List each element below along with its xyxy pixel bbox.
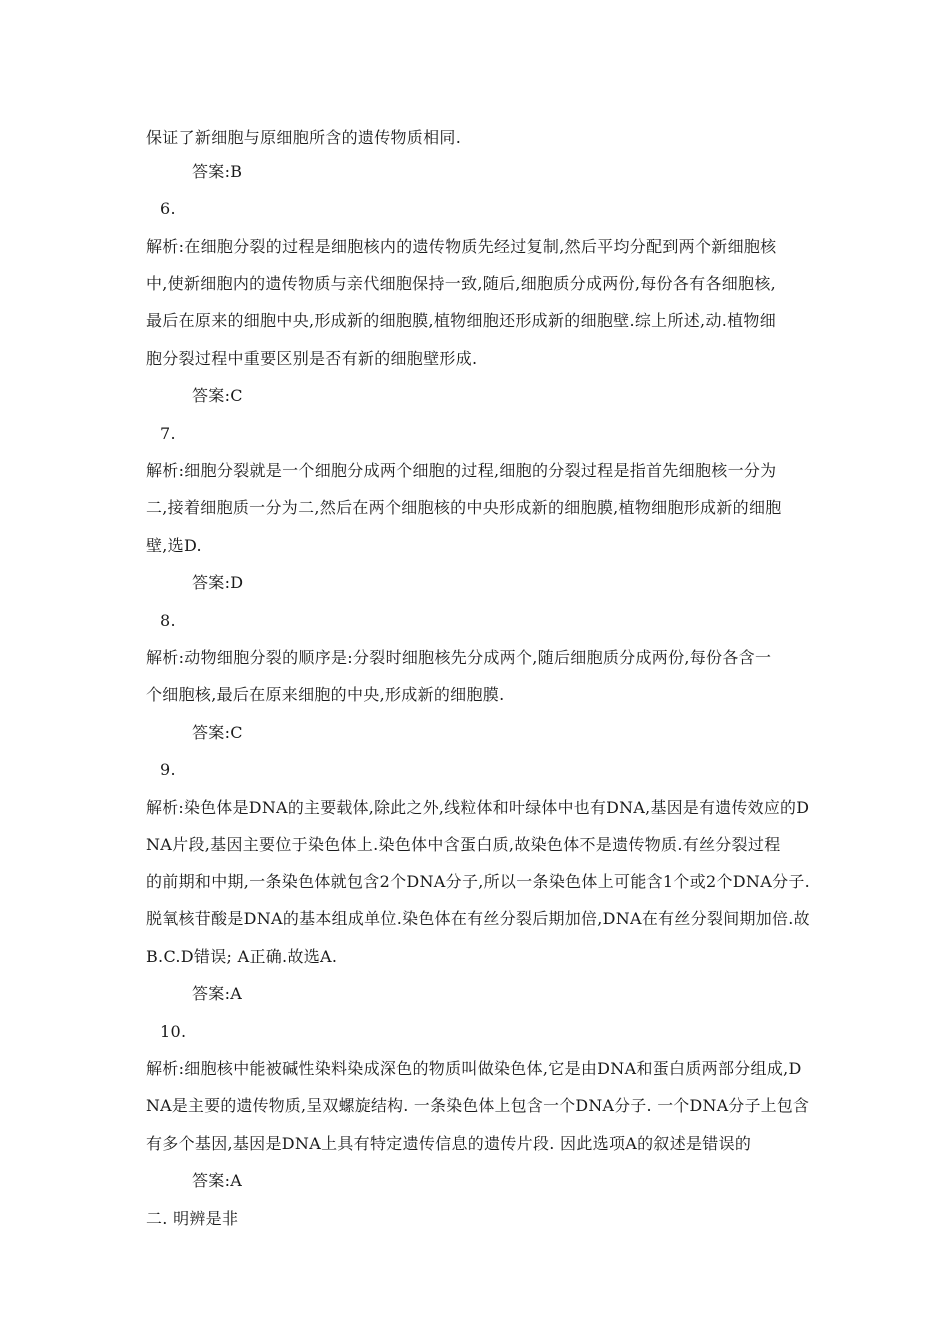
- text-line: 有多个基因,基因是DNA上具有特定遗传信息的遗传片段. 因此选项A的叙述是错误的: [146, 1134, 752, 1153]
- answer-line: 答案:D: [192, 573, 244, 592]
- question-number: 7.: [160, 424, 176, 443]
- section-heading: 二. 明辨是非: [146, 1209, 239, 1228]
- answer-line: 答案:B: [192, 162, 243, 181]
- text-line: B.C.D错误; A正确.故选A.: [146, 947, 338, 966]
- text-line: 解析:在细胞分裂的过程是细胞核内的遗传物质先经过复制,然后平均分配到两个新细胞核: [146, 237, 777, 256]
- text-line: NA片段,基因主要位于染色体上.染色体中含蛋白质,故染色体不是遗传物质.有丝分裂过程: [146, 835, 781, 854]
- question-number: 8.: [160, 611, 176, 630]
- answer-line: 答案:C: [192, 386, 243, 405]
- text-line: 壁,选D.: [146, 536, 202, 555]
- text-line: 的前期和中期,一条染色体就包含2个DNA分子,所以一条染色体上可能含1个或2个DNA分子.: [146, 872, 811, 891]
- text-line: 中,使新细胞内的遗传物质与亲代细胞保持一致,随后,细胞质分成两份,每份各有各细胞核,: [146, 274, 777, 293]
- text-line: 二,接着细胞质一分为二,然后在两个细胞核的中央形成新的细胞膜,植物细胞形成新的细胞: [146, 498, 782, 517]
- answer-line: 答案:A: [192, 984, 243, 1003]
- text-line: NA是主要的遗传物质,呈双螺旋结构. 一条染色体上包含一个DNA分子. 一个DNA分子上包含: [146, 1096, 810, 1115]
- text-line: 解析:细胞核中能被碱性染料染成深色的物质叫做染色体,它是由DNA和蛋白质两部分组成,D: [146, 1059, 802, 1078]
- answer-line: 答案:C: [192, 723, 243, 742]
- question-number: 9.: [160, 760, 176, 779]
- text-line: 保证了新细胞与原细胞所含的遗传物质相同.: [146, 128, 462, 147]
- text-line: 个细胞核,最后在原来细胞的中央,形成新的细胞膜.: [146, 685, 505, 704]
- text-line: 解析:染色体是DNA的主要载体,除此之外,线粒体和叶绿体中也有DNA,基因是有遗传效应的D: [146, 798, 810, 817]
- text-line: 最后在原来的细胞中央,形成新的细胞膜,植物细胞还形成新的细胞壁.综上所述,动.植物细: [146, 311, 777, 330]
- question-number: 10.: [160, 1022, 187, 1041]
- answer-line: 答案:A: [192, 1171, 243, 1190]
- question-number: 6.: [160, 199, 176, 218]
- text-line: 解析:动物细胞分裂的顺序是:分裂时细胞核先分成两个,随后细胞质分成两份,每份各含一: [146, 648, 772, 667]
- text-line: 解析:细胞分裂就是一个细胞分成两个细胞的过程,细胞的分裂过程是指首先细胞核一分为: [146, 461, 777, 480]
- text-line: 脱氧核苷酸是DNA的基本组成单位.染色体在有丝分裂后期加倍,DNA在有丝分裂间期加倍.故: [146, 909, 810, 928]
- text-line: 胞分裂过程中重要区别是否有新的细胞壁形成.: [146, 349, 478, 368]
